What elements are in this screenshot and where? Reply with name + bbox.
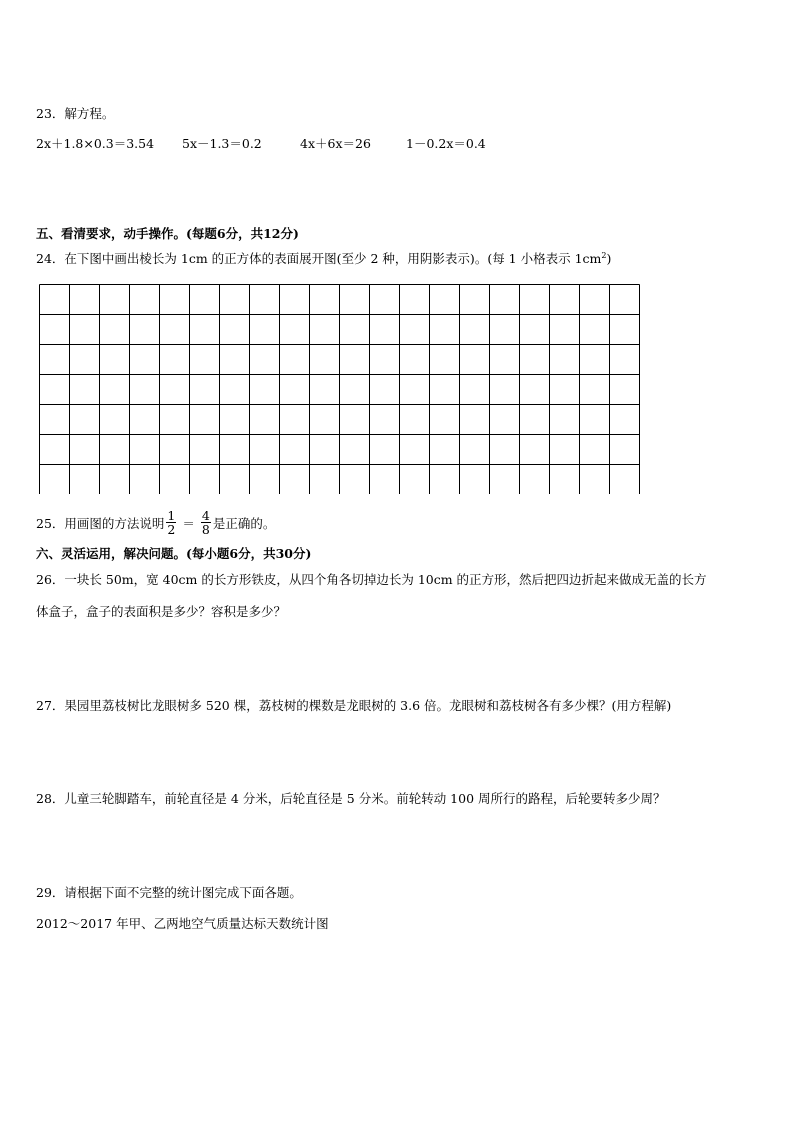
q29-text: 29．请根据下面不完整的统计图完成下面各题。 [36, 885, 302, 900]
q28-text: 28．儿童三轮脚踏车，前轮直径是 4 分米，后轮直径是 5 分米。前轮转动 100 周所行的路程，后轮要转多少周？ [36, 791, 666, 806]
fraction-1-denominator: 2 [167, 522, 176, 537]
section6-heading: 六、灵活运用，解决问题。(每小题6分，共30分) [36, 546, 312, 561]
q24-main-text: 24．在下图中画出棱长为 1cm 的正方体的表面展开图(至少 2 种，用阴影表示)。(每 1 小格表示 1cm [36, 251, 602, 266]
q25-equals: ＝ [182, 515, 195, 531]
chart-title: 2012～2017 年甲、乙两地空气质量达标天数统计图 [36, 916, 329, 931]
equation-3: 4x＋6x＝26 [300, 136, 371, 151]
q25-line [36, 509, 275, 536]
q26-line1: 26．一块长 50m，宽 40cm 的长方形铁皮，从四个角各切掉边长为 10cm 的正方形，然后把四边折起来做成无盖的长方 [36, 572, 707, 587]
fraction-one-half [166, 509, 176, 536]
square-grid [39, 284, 640, 494]
equation-1: 2x＋1.8×0.3＝3.54 [36, 136, 155, 151]
fraction-1-numerator: 1 [167, 508, 176, 523]
q26-line2: 体盒子，盒子的表面积是多少？容积是多少？ [36, 604, 287, 619]
q25-suffix: 是正确的。 [212, 515, 276, 531]
equation-2: 5x－1.3＝0.2 [182, 136, 262, 151]
fraction-four-eighths [201, 509, 211, 536]
q24-superscript: 2 [601, 251, 607, 260]
q25-prefix: 25．用画图的方法说明 [36, 515, 165, 531]
fraction-2-numerator: 4 [201, 508, 210, 523]
q24-close: ) [606, 251, 612, 266]
fraction-2-denominator: 8 [201, 522, 210, 537]
q23-title: 23．解方程。 [36, 106, 115, 121]
equation-4: 1－0.2x＝0.4 [406, 136, 486, 151]
q27-text: 27．果园里荔枝树比龙眼树多 520 棵，荔枝树的棵数是龙眼树的 3.6 倍。龙眼树和荔枝树各有多少棵？(用方程解) [36, 698, 672, 713]
q24-text [36, 251, 611, 267]
section5-heading: 五、看清要求，动手操作。(每题6分，共12分) [36, 226, 299, 241]
